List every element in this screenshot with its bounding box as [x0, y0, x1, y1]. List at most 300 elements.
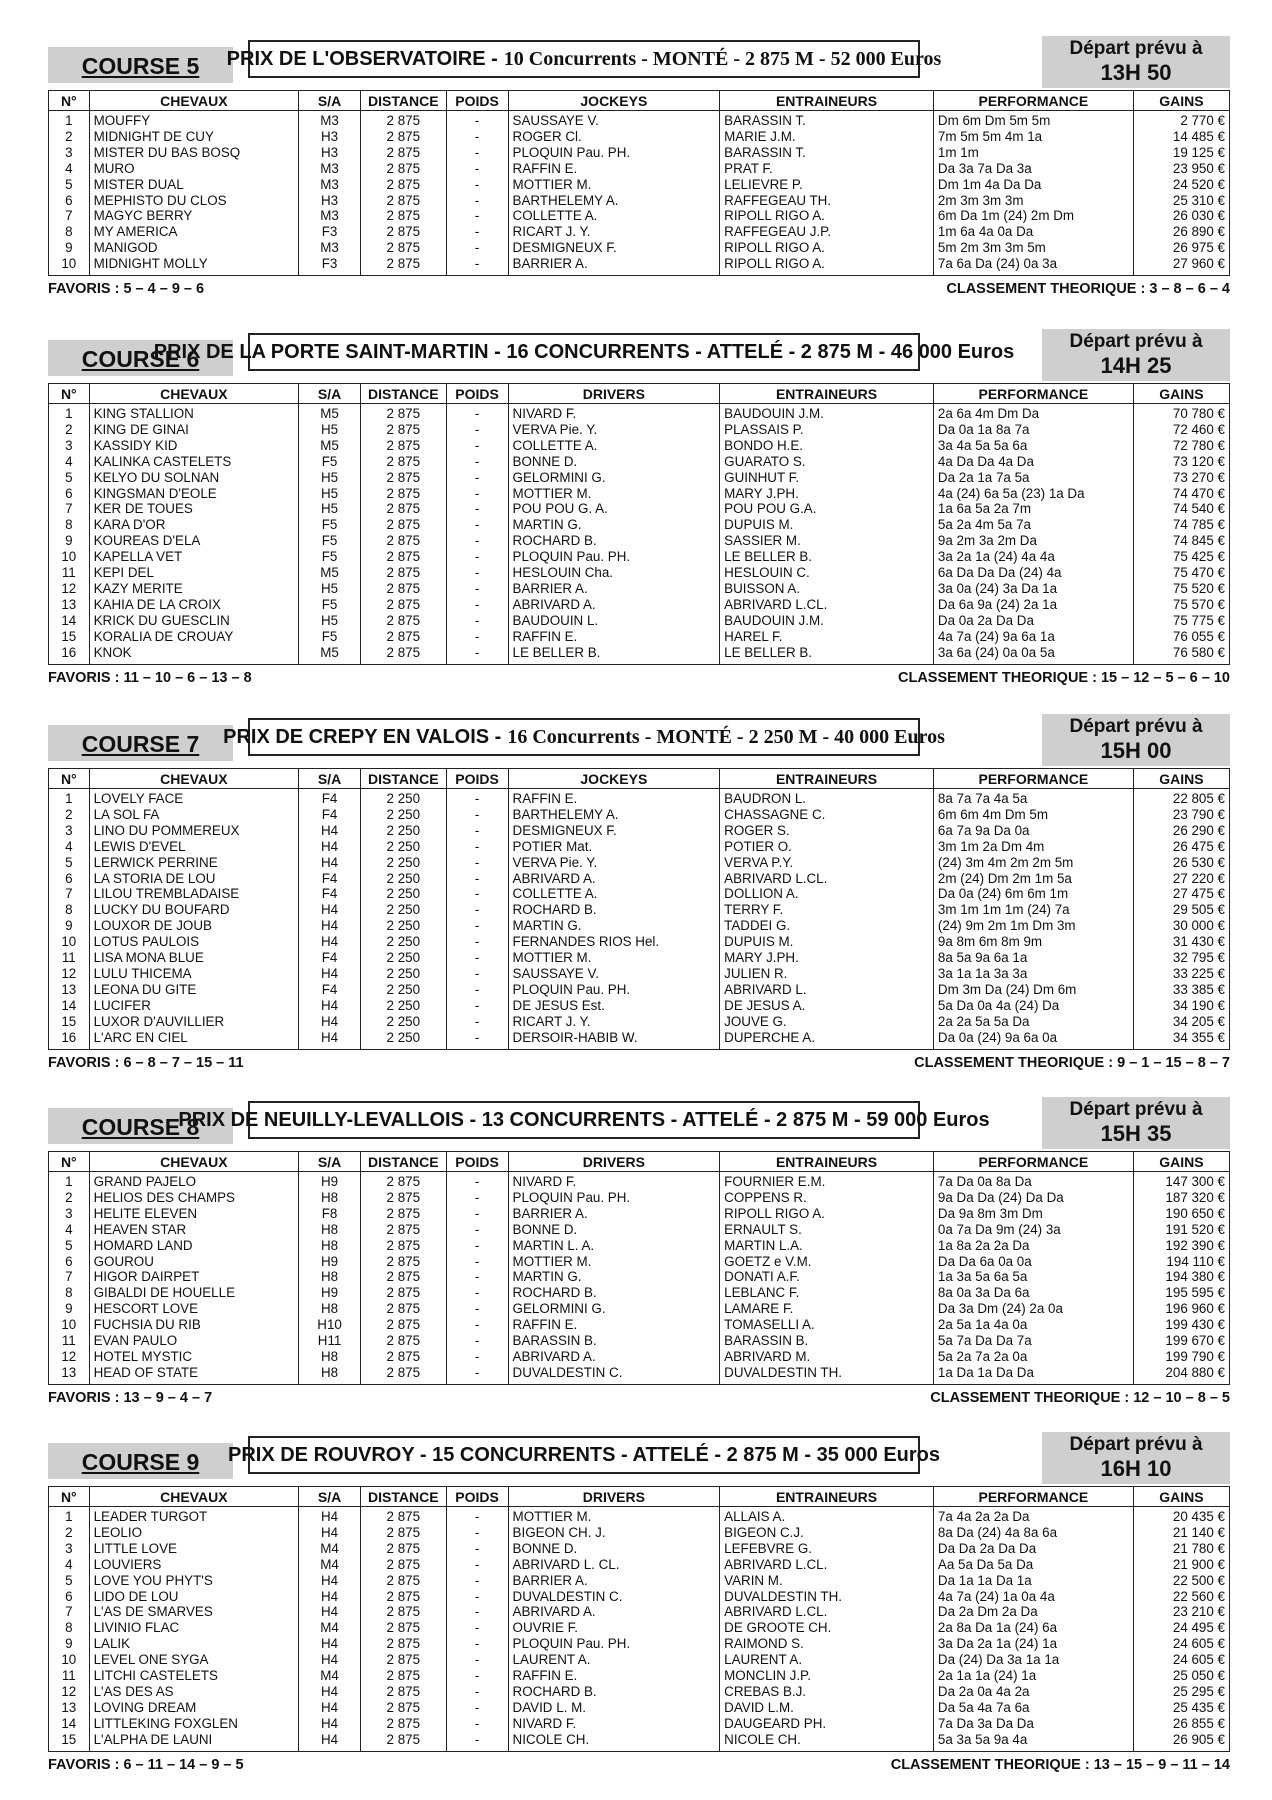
- cell-horse: KING DE GINAI: [89, 422, 298, 438]
- cell-weight: -: [446, 1172, 508, 1190]
- cell-horse: MIDNIGHT MOLLY: [89, 256, 298, 275]
- cell-earnings: 26 855 €: [1133, 1716, 1229, 1732]
- table-row: [49, 193, 1230, 209]
- cell-rider: PLOQUIN Pau. PH.: [508, 549, 720, 565]
- cell-earnings: 24 520 €: [1133, 177, 1229, 193]
- cell-distance: 2 875: [361, 177, 447, 193]
- cell-performance: 9a Da Da (24) Da Da: [933, 1190, 1133, 1206]
- theoretical-ranking: CLASSEMENT THEORIQUE : 13 – 15 – 9 – 11 – 14: [890, 1756, 1230, 1773]
- cell-number: 7: [49, 208, 90, 224]
- column-header-earnings: GAINS: [1133, 1487, 1229, 1507]
- cell-performance: (24) 9m 2m 1m Dm 3m: [933, 918, 1133, 934]
- runners-table: [48, 90, 1230, 276]
- cell-trainer: BARASSIN B.: [720, 1333, 934, 1349]
- cell-trainer: DUPUIS M.: [720, 517, 934, 533]
- cell-rider: RAFFIN E.: [508, 789, 720, 807]
- cell-number: 6: [49, 1254, 90, 1270]
- cell-rider: SAUSSAYE V.: [508, 111, 720, 129]
- cell-weight: -: [446, 193, 508, 209]
- cell-number: 11: [49, 565, 90, 581]
- cell-sex-age: M5: [299, 645, 361, 664]
- cell-horse: MIDNIGHT DE CUY: [89, 129, 298, 145]
- cell-weight: -: [446, 1700, 508, 1716]
- cell-performance: Da 0a 1a 8a 7a: [933, 422, 1133, 438]
- cell-horse: LINO DU POMMEREUX: [89, 823, 298, 839]
- cell-earnings: 34 205 €: [1133, 1014, 1229, 1030]
- race-section: [48, 1436, 1230, 1773]
- cell-distance: 2 875: [361, 438, 447, 454]
- column-header-distance: DISTANCE: [361, 384, 447, 404]
- cell-horse: MY AMERICA: [89, 224, 298, 240]
- cell-horse: MANIGOD: [89, 240, 298, 256]
- cell-horse: LUCIFER: [89, 998, 298, 1014]
- table-row: [49, 1732, 1230, 1751]
- cell-distance: 2 250: [361, 855, 447, 871]
- departure-time-box: [1042, 1432, 1230, 1484]
- race-title-details: 16 Concurrents - MONTÉ - 2 250 M - 40 000 Euros: [507, 725, 945, 748]
- cell-earnings: 2 770 €: [1133, 111, 1229, 129]
- cell-weight: -: [446, 966, 508, 982]
- cell-earnings: 19 125 €: [1133, 145, 1229, 161]
- cell-number: 8: [49, 517, 90, 533]
- table-row: [49, 1668, 1230, 1684]
- cell-distance: 2 875: [361, 597, 447, 613]
- column-header-horse: CHEVAUX: [89, 1152, 298, 1172]
- cell-horse: FUCHSIA DU RIB: [89, 1317, 298, 1333]
- cell-trainer: DE GROOTE CH.: [720, 1620, 934, 1636]
- cell-weight: -: [446, 501, 508, 517]
- column-header-weight: POIDS: [446, 91, 508, 111]
- cell-weight: -: [446, 1652, 508, 1668]
- column-header-sex-age: S/A: [299, 769, 361, 789]
- departure-time: 15H 35: [1100, 1121, 1172, 1146]
- cell-distance: 2 875: [361, 1365, 447, 1384]
- cell-performance: Dm 3m Da (24) Dm 6m: [933, 982, 1133, 998]
- cell-weight: -: [446, 224, 508, 240]
- cell-horse: LOVE YOU PHYT'S: [89, 1573, 298, 1589]
- cell-trainer: POTIER O.: [720, 839, 934, 855]
- theoretical-ranking: CLASSEMENT THEORIQUE : 15 – 12 – 5 – 6 – 10: [897, 669, 1230, 686]
- table-row: [49, 1589, 1230, 1605]
- cell-rider: DUVALDESTIN C.: [508, 1589, 720, 1605]
- cell-distance: 2 875: [361, 1317, 447, 1333]
- cell-performance: Da 3a Dm (24) 2a 0a: [933, 1301, 1133, 1317]
- column-header-trainer: ENTRAINEURS: [720, 1487, 934, 1507]
- departure-time: 13H 50: [1100, 60, 1172, 85]
- cell-trainer: VARIN M.: [720, 1573, 934, 1589]
- cell-sex-age: H4: [299, 1684, 361, 1700]
- cell-sex-age: H5: [299, 422, 361, 438]
- cell-earnings: 23 950 €: [1133, 161, 1229, 177]
- table-row: [49, 1333, 1230, 1349]
- cell-trainer: CREBAS B.J.: [720, 1684, 934, 1700]
- cell-distance: 2 875: [361, 581, 447, 597]
- cell-number: 14: [49, 1716, 90, 1732]
- cell-earnings: 199 430 €: [1133, 1317, 1229, 1333]
- cell-trainer: FOURNIER E.M.: [720, 1172, 934, 1190]
- cell-trainer: POU POU G.A.: [720, 501, 934, 517]
- cell-weight: -: [446, 581, 508, 597]
- cell-number: 12: [49, 581, 90, 597]
- cell-earnings: 75 520 €: [1133, 581, 1229, 597]
- cell-number: 16: [49, 645, 90, 664]
- cell-distance: 2 875: [361, 1620, 447, 1636]
- cell-distance: 2 875: [361, 549, 447, 565]
- cell-weight: -: [446, 902, 508, 918]
- cell-distance: 2 875: [361, 1732, 447, 1751]
- table-row: [49, 807, 1230, 823]
- cell-sex-age: H9: [299, 1172, 361, 1190]
- table-row: [49, 404, 1230, 422]
- cell-performance: 4a 7a (24) 9a 6a 1a: [933, 629, 1133, 645]
- cell-performance: 5a 3a 5a 9a 4a: [933, 1732, 1133, 1751]
- cell-number: 1: [49, 1172, 90, 1190]
- cell-sex-age: M4: [299, 1557, 361, 1573]
- table-row: [49, 613, 1230, 629]
- cell-number: 14: [49, 613, 90, 629]
- cell-horse: HEAD OF STATE: [89, 1365, 298, 1384]
- cell-weight: -: [446, 839, 508, 855]
- cell-number: 8: [49, 1620, 90, 1636]
- cell-trainer: LELIEVRE P.: [720, 177, 934, 193]
- race-title-details: 10 Concurrents - MONTÉ - 2 875 M - 52 000 Euros: [503, 47, 942, 70]
- cell-performance: 1m 1m: [933, 145, 1133, 161]
- cell-rider: ABRIVARD A.: [508, 597, 720, 613]
- cell-performance: 1a 3a 5a 6a 5a: [933, 1269, 1133, 1285]
- table-row: [49, 454, 1230, 470]
- cell-weight: -: [446, 1365, 508, 1384]
- race-header: [48, 333, 1230, 383]
- cell-earnings: 75 425 €: [1133, 549, 1229, 565]
- cell-rider: BARASSIN B.: [508, 1333, 720, 1349]
- favorites: FAVORIS : 6 – 11 – 14 – 9 – 5: [48, 1756, 244, 1773]
- cell-weight: -: [446, 1222, 508, 1238]
- table-row: [49, 789, 1230, 807]
- cell-trainer: RAFFEGEAU TH.: [720, 193, 934, 209]
- cell-distance: 2 875: [361, 422, 447, 438]
- cell-performance: 4a 7a (24) 1a 0a 4a: [933, 1589, 1133, 1605]
- cell-trainer: TOMASELLI A.: [720, 1317, 934, 1333]
- departure-label: Départ prévu à: [1069, 1099, 1203, 1120]
- cell-earnings: 74 470 €: [1133, 486, 1229, 502]
- departure-time-box: [1042, 36, 1230, 88]
- cell-sex-age: H4: [299, 998, 361, 1014]
- cell-horse: HELITE ELEVEN: [89, 1206, 298, 1222]
- cell-sex-age: H4: [299, 918, 361, 934]
- race-title-main: PRIX DE ROUVROY - 15 CONCURRENTS - ATTELÉ - 2 875 M - 35 000 Euros: [228, 1443, 941, 1466]
- column-header-trainer: ENTRAINEURS: [720, 1152, 934, 1172]
- cell-rider: ABRIVARD A.: [508, 871, 720, 887]
- cell-distance: 2 875: [361, 1190, 447, 1206]
- cell-rider: VERVA Pie. Y.: [508, 422, 720, 438]
- cell-trainer: RIPOLL RIGO A.: [720, 256, 934, 275]
- cell-performance: 3a 1a 1a 3a 3a: [933, 966, 1133, 982]
- cell-trainer: BAUDOUIN J.M.: [720, 404, 934, 422]
- cell-horse: LEOLIO: [89, 1525, 298, 1541]
- cell-weight: -: [446, 918, 508, 934]
- cell-sex-age: F8: [299, 1206, 361, 1222]
- cell-weight: -: [446, 1317, 508, 1333]
- cell-rider: DESMIGNEUX F.: [508, 240, 720, 256]
- cell-earnings: 26 890 €: [1133, 224, 1229, 240]
- cell-horse: LUXOR D'AUVILLIER: [89, 1014, 298, 1030]
- table-row: [49, 1700, 1230, 1716]
- cell-horse: MISTER DU BAS BOSQ: [89, 145, 298, 161]
- cell-horse: LISA MONA BLUE: [89, 950, 298, 966]
- cell-distance: 2 250: [361, 807, 447, 823]
- cell-number: 8: [49, 1285, 90, 1301]
- table-row: [49, 1349, 1230, 1365]
- table-row: [49, 1652, 1230, 1668]
- cell-weight: -: [446, 1604, 508, 1620]
- cell-sex-age: H4: [299, 1652, 361, 1668]
- cell-performance: 1a Da 1a Da Da: [933, 1365, 1133, 1384]
- cell-trainer: GUINHUT F.: [720, 470, 934, 486]
- cell-rider: BIGEON CH. J.: [508, 1525, 720, 1541]
- table-row: [49, 1604, 1230, 1620]
- cell-distance: 2 875: [361, 240, 447, 256]
- table-row: [49, 1636, 1230, 1652]
- cell-performance: 4a Da Da 4a Da: [933, 454, 1133, 470]
- cell-rider: OUVRIE F.: [508, 1620, 720, 1636]
- cell-distance: 2 875: [361, 1684, 447, 1700]
- favorites: FAVORIS : 13 – 9 – 4 – 7: [48, 1389, 213, 1406]
- table-row: [49, 597, 1230, 613]
- cell-rider: RAFFIN E.: [508, 629, 720, 645]
- cell-rider: FERNANDES RIOS Hel.: [508, 934, 720, 950]
- cell-earnings: 21 900 €: [1133, 1557, 1229, 1573]
- cell-distance: 2 250: [361, 918, 447, 934]
- cell-distance: 2 875: [361, 1636, 447, 1652]
- cell-distance: 2 875: [361, 129, 447, 145]
- cell-weight: -: [446, 1541, 508, 1557]
- cell-horse: HIGOR DAIRPET: [89, 1269, 298, 1285]
- table-row: [49, 1222, 1230, 1238]
- cell-weight: -: [446, 470, 508, 486]
- cell-earnings: 29 505 €: [1133, 902, 1229, 918]
- cell-weight: -: [446, 982, 508, 998]
- cell-sex-age: F4: [299, 871, 361, 887]
- cell-performance: 6a Da Da Da (24) 4a: [933, 565, 1133, 581]
- cell-distance: 2 875: [361, 501, 447, 517]
- table-row: [49, 902, 1230, 918]
- cell-sex-age: F3: [299, 256, 361, 275]
- cell-trainer: HESLOUIN C.: [720, 565, 934, 581]
- cell-distance: 2 250: [361, 1014, 447, 1030]
- race-header: [48, 1101, 1230, 1151]
- race-title: [228, 1436, 941, 1474]
- cell-horse: KEPI DEL: [89, 565, 298, 581]
- column-header-sex-age: S/A: [299, 1152, 361, 1172]
- table-row: [49, 1684, 1230, 1700]
- cell-sex-age: H11: [299, 1333, 361, 1349]
- runners-table: [48, 1151, 1230, 1385]
- cell-sex-age: F3: [299, 224, 361, 240]
- departure-label: Départ prévu à: [1069, 38, 1203, 59]
- cell-number: 1: [49, 789, 90, 807]
- cell-earnings: 194 110 €: [1133, 1254, 1229, 1270]
- cell-rider: ROCHARD B.: [508, 1285, 720, 1301]
- table-row: [49, 918, 1230, 934]
- cell-distance: 2 875: [361, 1652, 447, 1668]
- cell-performance: Aa 5a Da 5a Da: [933, 1557, 1133, 1573]
- cell-trainer: TADDEI G.: [720, 918, 934, 934]
- cell-trainer: ABRIVARD L.: [720, 982, 934, 998]
- column-header-rider: DRIVERS: [508, 384, 720, 404]
- cell-weight: -: [446, 404, 508, 422]
- cell-weight: -: [446, 1668, 508, 1684]
- cell-sex-age: H5: [299, 486, 361, 502]
- cell-weight: -: [446, 1333, 508, 1349]
- cell-distance: 2 875: [361, 1172, 447, 1190]
- departure-time-box: [1042, 1097, 1230, 1149]
- cell-horse: HEAVEN STAR: [89, 1222, 298, 1238]
- cell-trainer: ALLAIS A.: [720, 1507, 934, 1525]
- cell-weight: -: [446, 613, 508, 629]
- departure-time-box: [1042, 714, 1230, 766]
- race-footer: [48, 1055, 1230, 1071]
- cell-distance: 2 875: [361, 1222, 447, 1238]
- cell-rider: COLLETTE A.: [508, 886, 720, 902]
- race-footer: [48, 1390, 1230, 1406]
- cell-rider: RICART J. Y.: [508, 1014, 720, 1030]
- cell-rider: MARTIN L. A.: [508, 1238, 720, 1254]
- cell-rider: NIVARD F.: [508, 1716, 720, 1732]
- column-header-performance: PERFORMANCE: [933, 1152, 1133, 1172]
- cell-distance: 2 875: [361, 470, 447, 486]
- cell-earnings: 27 475 €: [1133, 886, 1229, 902]
- cell-trainer: SASSIER M.: [720, 533, 934, 549]
- theoretical-ranking: CLASSEMENT THEORIQUE : 3 – 8 – 6 – 4: [946, 281, 1230, 298]
- cell-earnings: 147 300 €: [1133, 1172, 1229, 1190]
- cell-number: 2: [49, 129, 90, 145]
- cell-horse: LA STORIA DE LOU: [89, 871, 298, 887]
- table-row: [49, 422, 1230, 438]
- cell-sex-age: F5: [299, 629, 361, 645]
- cell-earnings: 21 140 €: [1133, 1525, 1229, 1541]
- cell-number: 4: [49, 454, 90, 470]
- cell-trainer: ABRIVARD L.CL.: [720, 1557, 934, 1573]
- cell-earnings: 26 530 €: [1133, 855, 1229, 871]
- cell-sex-age: F4: [299, 950, 361, 966]
- cell-rider: LE BELLER B.: [508, 645, 720, 664]
- table-row: [49, 934, 1230, 950]
- cell-performance: Da 2a Dm 2a Da: [933, 1604, 1133, 1620]
- cell-trainer: COPPENS R.: [720, 1190, 934, 1206]
- cell-sex-age: M4: [299, 1668, 361, 1684]
- cell-number: 13: [49, 982, 90, 998]
- race-header: [48, 40, 1230, 90]
- cell-horse: LEVEL ONE SYGA: [89, 1652, 298, 1668]
- column-header-earnings: GAINS: [1133, 91, 1229, 111]
- cell-horse: LIDO DE LOU: [89, 1589, 298, 1605]
- table-row: [49, 871, 1230, 887]
- cell-distance: 2 875: [361, 1573, 447, 1589]
- column-header-performance: PERFORMANCE: [933, 769, 1133, 789]
- cell-number: 4: [49, 161, 90, 177]
- table-row: [49, 1620, 1230, 1636]
- cell-earnings: 20 435 €: [1133, 1507, 1229, 1525]
- cell-distance: 2 250: [361, 789, 447, 807]
- cell-weight: -: [446, 1301, 508, 1317]
- cell-distance: 2 875: [361, 454, 447, 470]
- cell-trainer: GOETZ e V.M.: [720, 1254, 934, 1270]
- table-row: [49, 533, 1230, 549]
- cell-performance: 2m (24) Dm 2m 1m 5a: [933, 871, 1133, 887]
- cell-distance: 2 875: [361, 1700, 447, 1716]
- cell-trainer: LE BELLER B.: [720, 549, 934, 565]
- cell-distance: 2 875: [361, 224, 447, 240]
- cell-rider: MOTTIER M.: [508, 486, 720, 502]
- cell-distance: 2 875: [361, 629, 447, 645]
- cell-trainer: BAUDOUIN J.M.: [720, 613, 934, 629]
- cell-rider: MOTTIER M.: [508, 950, 720, 966]
- cell-earnings: 33 385 €: [1133, 982, 1229, 998]
- cell-sex-age: H5: [299, 501, 361, 517]
- cell-trainer: BUISSON A.: [720, 581, 934, 597]
- cell-earnings: 26 905 €: [1133, 1732, 1229, 1751]
- cell-horse: HESCORT LOVE: [89, 1301, 298, 1317]
- cell-earnings: 74 845 €: [1133, 533, 1229, 549]
- cell-weight: -: [446, 1030, 508, 1049]
- cell-distance: 2 875: [361, 1238, 447, 1254]
- cell-trainer: ABRIVARD M.: [720, 1349, 934, 1365]
- cell-horse: LOUXOR DE JOUB: [89, 918, 298, 934]
- cell-sex-age: M5: [299, 438, 361, 454]
- table-row: [49, 240, 1230, 256]
- cell-sex-age: H8: [299, 1269, 361, 1285]
- cell-horse: KELYO DU SOLNAN: [89, 470, 298, 486]
- cell-trainer: LEBLANC F.: [720, 1285, 934, 1301]
- cell-performance: Da 3a 7a Da 3a: [933, 161, 1133, 177]
- cell-horse: MEPHISTO DU CLOS: [89, 193, 298, 209]
- cell-weight: -: [446, 1507, 508, 1525]
- cell-rider: RAFFIN E.: [508, 1317, 720, 1333]
- runners-table: [48, 768, 1230, 1050]
- cell-rider: ROCHARD B.: [508, 1684, 720, 1700]
- cell-sex-age: M5: [299, 404, 361, 422]
- cell-distance: 2 875: [361, 533, 447, 549]
- cell-number: 9: [49, 918, 90, 934]
- cell-sex-age: F4: [299, 789, 361, 807]
- cell-horse: KORALIA DE CROUAY: [89, 629, 298, 645]
- cell-weight: -: [446, 1014, 508, 1030]
- cell-earnings: 14 485 €: [1133, 129, 1229, 145]
- cell-distance: 2 875: [361, 208, 447, 224]
- cell-horse: LITTLEKING FOXGLEN: [89, 1716, 298, 1732]
- cell-sex-age: H4: [299, 966, 361, 982]
- cell-horse: LUCKY DU BOUFARD: [89, 902, 298, 918]
- race-section: [48, 40, 1230, 297]
- cell-sex-age: H3: [299, 193, 361, 209]
- race-footer: [48, 670, 1230, 686]
- cell-trainer: DAVID L.M.: [720, 1700, 934, 1716]
- cell-number: 13: [49, 597, 90, 613]
- cell-distance: 2 875: [361, 565, 447, 581]
- table-row: [49, 1573, 1230, 1589]
- cell-number: 12: [49, 1684, 90, 1700]
- cell-sex-age: H4: [299, 855, 361, 871]
- cell-sex-age: H4: [299, 902, 361, 918]
- column-header-trainer: ENTRAINEURS: [720, 384, 934, 404]
- cell-number: 3: [49, 438, 90, 454]
- cell-earnings: 24 495 €: [1133, 1620, 1229, 1636]
- cell-rider: MOTTIER M.: [508, 1507, 720, 1525]
- departure-time: 15H 00: [1100, 738, 1172, 763]
- favorites: FAVORIS : 6 – 8 – 7 – 15 – 11: [48, 1054, 244, 1071]
- cell-trainer: VERVA P.Y.: [720, 855, 934, 871]
- race-footer: [48, 1757, 1230, 1773]
